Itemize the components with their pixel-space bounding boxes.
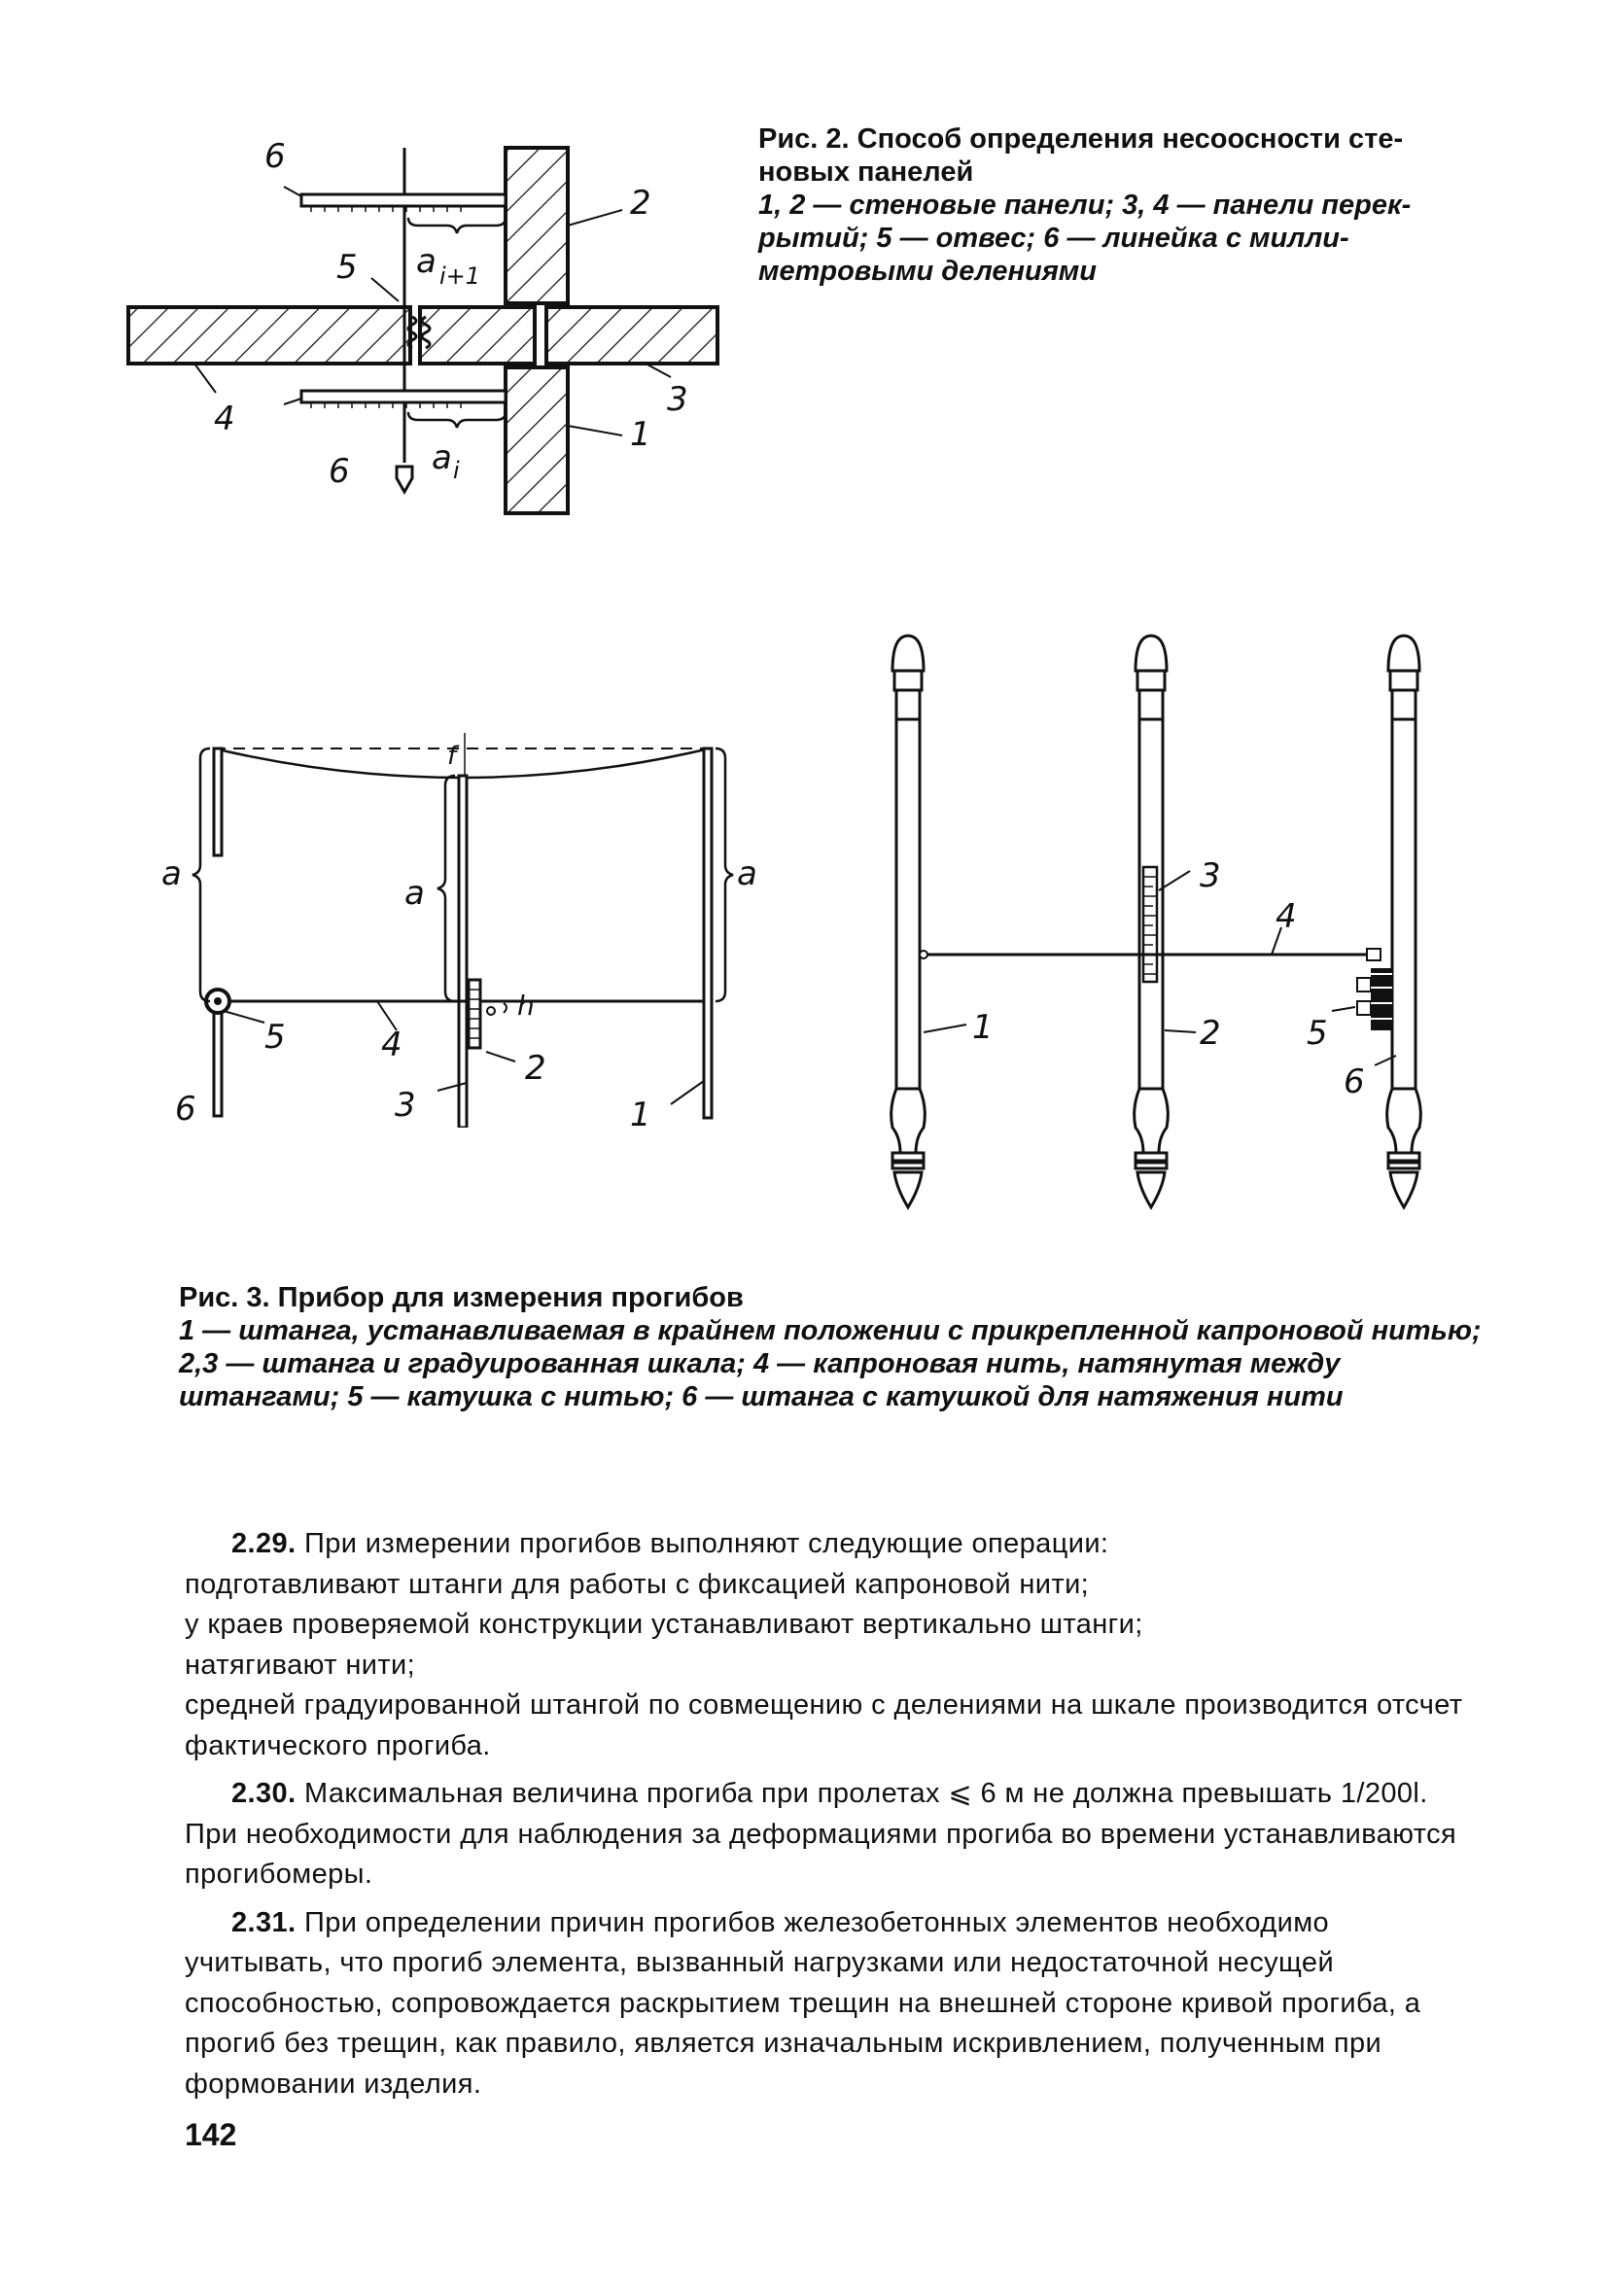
label-6: 6 [175,1090,196,1128]
paragraph-text: При определении причин прогибов железобетонных элементов необходимо учитывать, что прогиб элемента, вызванный нагрузками или недостаточной несущей способностью, сопровождается раскрытием трещин на внешней стороне кривой прогиба, а прогиб без трещин, как правило, является изначальным искривлением, полученным при формовании изделия. [185,1906,1421,2100]
rod-6 [214,748,222,855]
figure-2-title: Рис. 2. Способ определения несоосности сте-новых панелей [758,123,1404,188]
label-a-i-sub: i [453,457,460,484]
paragraph-number: 2.30. [231,1778,297,1809]
ruler-top [301,194,506,206]
figure-3-schematic [156,719,758,1128]
paragraph-text: При измерении прогибов выполняют следующие операции: [303,1528,1109,1559]
floor-slab-4 [128,307,410,364]
rod-6-drawing [1387,636,1421,1207]
label-1: 1 [630,1096,651,1128]
label-h: h [517,990,535,1022]
floor-slab-3-left [420,307,535,364]
paragraph-2-29 [185,1524,1478,1565]
label-3: 3 [395,1086,416,1125]
plumb-bob [397,467,412,492]
label-2: 2 [1200,1014,1221,1053]
paragraph-number: 2.29. [231,1528,297,1559]
wall-panel-1 [506,367,568,513]
page-number: 142 [185,2117,237,2152]
floor-slab-3 [546,307,717,364]
label-4: 4 [381,1026,402,1064]
paragraph-2-31 [185,1903,1478,2105]
label-a-mid: a [404,874,425,913]
label-a-i: a [432,438,452,477]
ruler-bottom [301,391,506,402]
rod-3 [459,776,467,1128]
list-item: натягивают нити; [185,1649,416,1681]
label-2: 2 [630,184,651,223]
spool-device [1357,968,1392,1030]
paragraph-2-30 [185,1774,1478,1896]
paragraph-number: 2.31. [231,1906,297,1938]
label-3: 3 [1200,856,1221,895]
label-6-top: 6 [264,137,286,176]
wall-panel-2 [506,148,568,303]
label-3: 3 [667,380,688,419]
paragraph-text: Максимальная величина прогиба при пролетах ⩽ 6 м не должна превышать 1/200l. При необходимости для наблюдения за деформациями прогиба во времени устанавливаются прогибомеры. [185,1778,1457,1890]
label-a-right: a [737,854,757,893]
label-6-bottom: 6 [329,452,350,491]
figure-2-diagram [117,117,739,525]
label-4: 4 [214,400,235,438]
label-6: 6 [1344,1062,1365,1101]
label-2: 2 [525,1049,546,1088]
rod-1 [704,748,712,1118]
body-text [185,1524,1478,2105]
label-4: 4 [1276,897,1297,936]
label-f: f [447,742,457,771]
label-5: 5 [1307,1014,1328,1053]
label-1: 1 [972,1008,994,1047]
label-5: 5 [264,1018,286,1057]
figure-3-caption [179,1281,1482,1413]
label-5: 5 [336,248,358,287]
figure-2-legend: 1, 2 — стеновые панели; 3, 4 — панели перек-рытий; 5 — отвес; 6 — линейка с милли-метровыми делениями [758,190,1412,287]
figure-3-title: Рис. 3. Прибор для измерения прогибов [179,1282,744,1313]
rod-6-lower [214,1011,222,1116]
figure-3-device [846,622,1468,1225]
label-a-i1: a [416,242,437,281]
figure-2-caption [758,122,1478,288]
list-item: средней градуированной штангой по совмещению с делениями на шкале производится отсчет фактического прогиба. [185,1689,1463,1761]
list-item: подготавливают штанги для работы с фиксацией капроновой нити; [185,1568,1090,1600]
label-a-i1-sub: i+1 [439,262,481,290]
label-1: 1 [630,415,651,454]
rod-1-drawing [891,636,926,1207]
list-item: у краев проверяемой конструкции устанавливают вертикально штанги; [185,1609,1143,1640]
figure-3-legend: 1 — штанга, устанавливаемая в крайнем положении с прикрепленной капроновой нитью; 2,3 — штанга и градуированная шкала; 4 — капроновая нить, натянутая между штангами; 5 — катушка с нитью; 6 — штанга с катушкой для натяжения нити [179,1315,1482,1412]
label-a-left: a [161,854,182,893]
